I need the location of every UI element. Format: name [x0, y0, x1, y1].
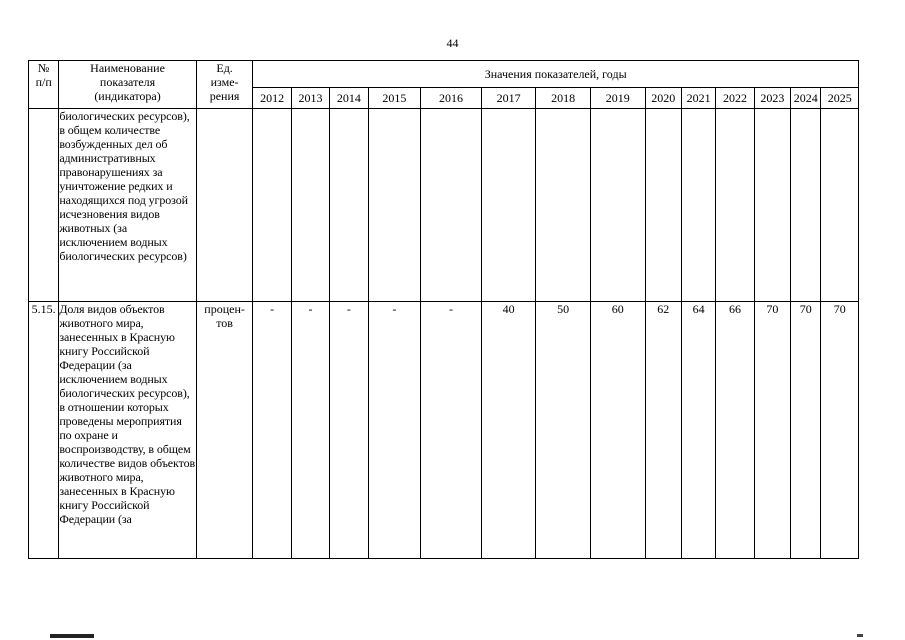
value-cell: 64 [681, 302, 715, 559]
indicator-name: Доля видов объектов животного мира, занесенных в Красную книгу Российской Федерации (за исключением водных биологических ресурсов), в отношении которых проведены мероприятия по охране и воспроизводству, в общем количестве видов объектов животного мира, занесенных в Красную книгу Российской Федерации (за [59, 302, 196, 559]
header-number-label: № п/п [35, 61, 52, 89]
value-cell [754, 109, 790, 302]
value-cell [481, 109, 536, 302]
header-year: 2015 [368, 88, 421, 109]
value-cell: 40 [481, 302, 536, 559]
value-cell: 62 [645, 302, 681, 559]
header-year: 2022 [716, 88, 754, 109]
value-cell: - [291, 302, 329, 559]
value-cell [253, 109, 291, 302]
page-number: 44 [446, 36, 459, 50]
value-cell: - [368, 302, 421, 559]
value-cell [821, 109, 859, 302]
header-year: 2018 [536, 88, 591, 109]
value-cell: 60 [590, 302, 645, 559]
header-year: 2023 [754, 88, 790, 109]
header-values-group: Значения показателей, годы [253, 61, 859, 88]
header-year: 2017 [481, 88, 536, 109]
value-cell: - [421, 302, 482, 559]
unit-cell [196, 302, 253, 559]
header-year: 2012 [253, 88, 291, 109]
header-year: 2016 [421, 88, 482, 109]
value-cell [291, 109, 329, 302]
header-number [29, 61, 59, 109]
value-cell [421, 109, 482, 302]
value-cell: 50 [536, 302, 591, 559]
value-cell [645, 109, 681, 302]
header-name [59, 61, 196, 109]
value-cell [791, 109, 821, 302]
value-cell [590, 109, 645, 302]
value-cell: 70 [754, 302, 790, 559]
unit-label: процен- тов [204, 302, 245, 330]
header-year: 2014 [330, 88, 368, 109]
header-year: 2024 [791, 88, 821, 109]
row-number: 5.15. [29, 302, 59, 559]
value-cell [536, 109, 591, 302]
header-name-label: Наименование показателя (индикатора) [90, 61, 165, 103]
header-year: 2021 [681, 88, 715, 109]
unit-cell [196, 109, 253, 302]
value-cell [368, 109, 421, 302]
value-cell: - [330, 302, 368, 559]
value-cell [681, 109, 715, 302]
scan-artifact-dot [857, 634, 863, 637]
value-cell [330, 109, 368, 302]
indicator-name: биологических ресурсов), в общем количестве возбужденных дел об административных правонарушениях за уничтожение редких и находящихся под угрозой исчезновения видов животных (за исключением водных биологических ресурсов) [59, 109, 196, 302]
row-number [29, 109, 59, 302]
value-cell: - [253, 302, 291, 559]
table-row [29, 109, 859, 302]
indicators-table [28, 60, 859, 559]
value-cell: 70 [791, 302, 821, 559]
value-cell: 66 [716, 302, 754, 559]
header-unit [196, 61, 253, 109]
value-cell [716, 109, 754, 302]
header-year: 2020 [645, 88, 681, 109]
header-unit-label: Ед. изме- рения [209, 61, 240, 103]
scan-artifact-mark [50, 634, 94, 638]
header-year: 2025 [821, 88, 859, 109]
value-cell: 70 [821, 302, 859, 559]
header-year: 2019 [590, 88, 645, 109]
table-row [29, 302, 859, 559]
header-year: 2013 [291, 88, 329, 109]
